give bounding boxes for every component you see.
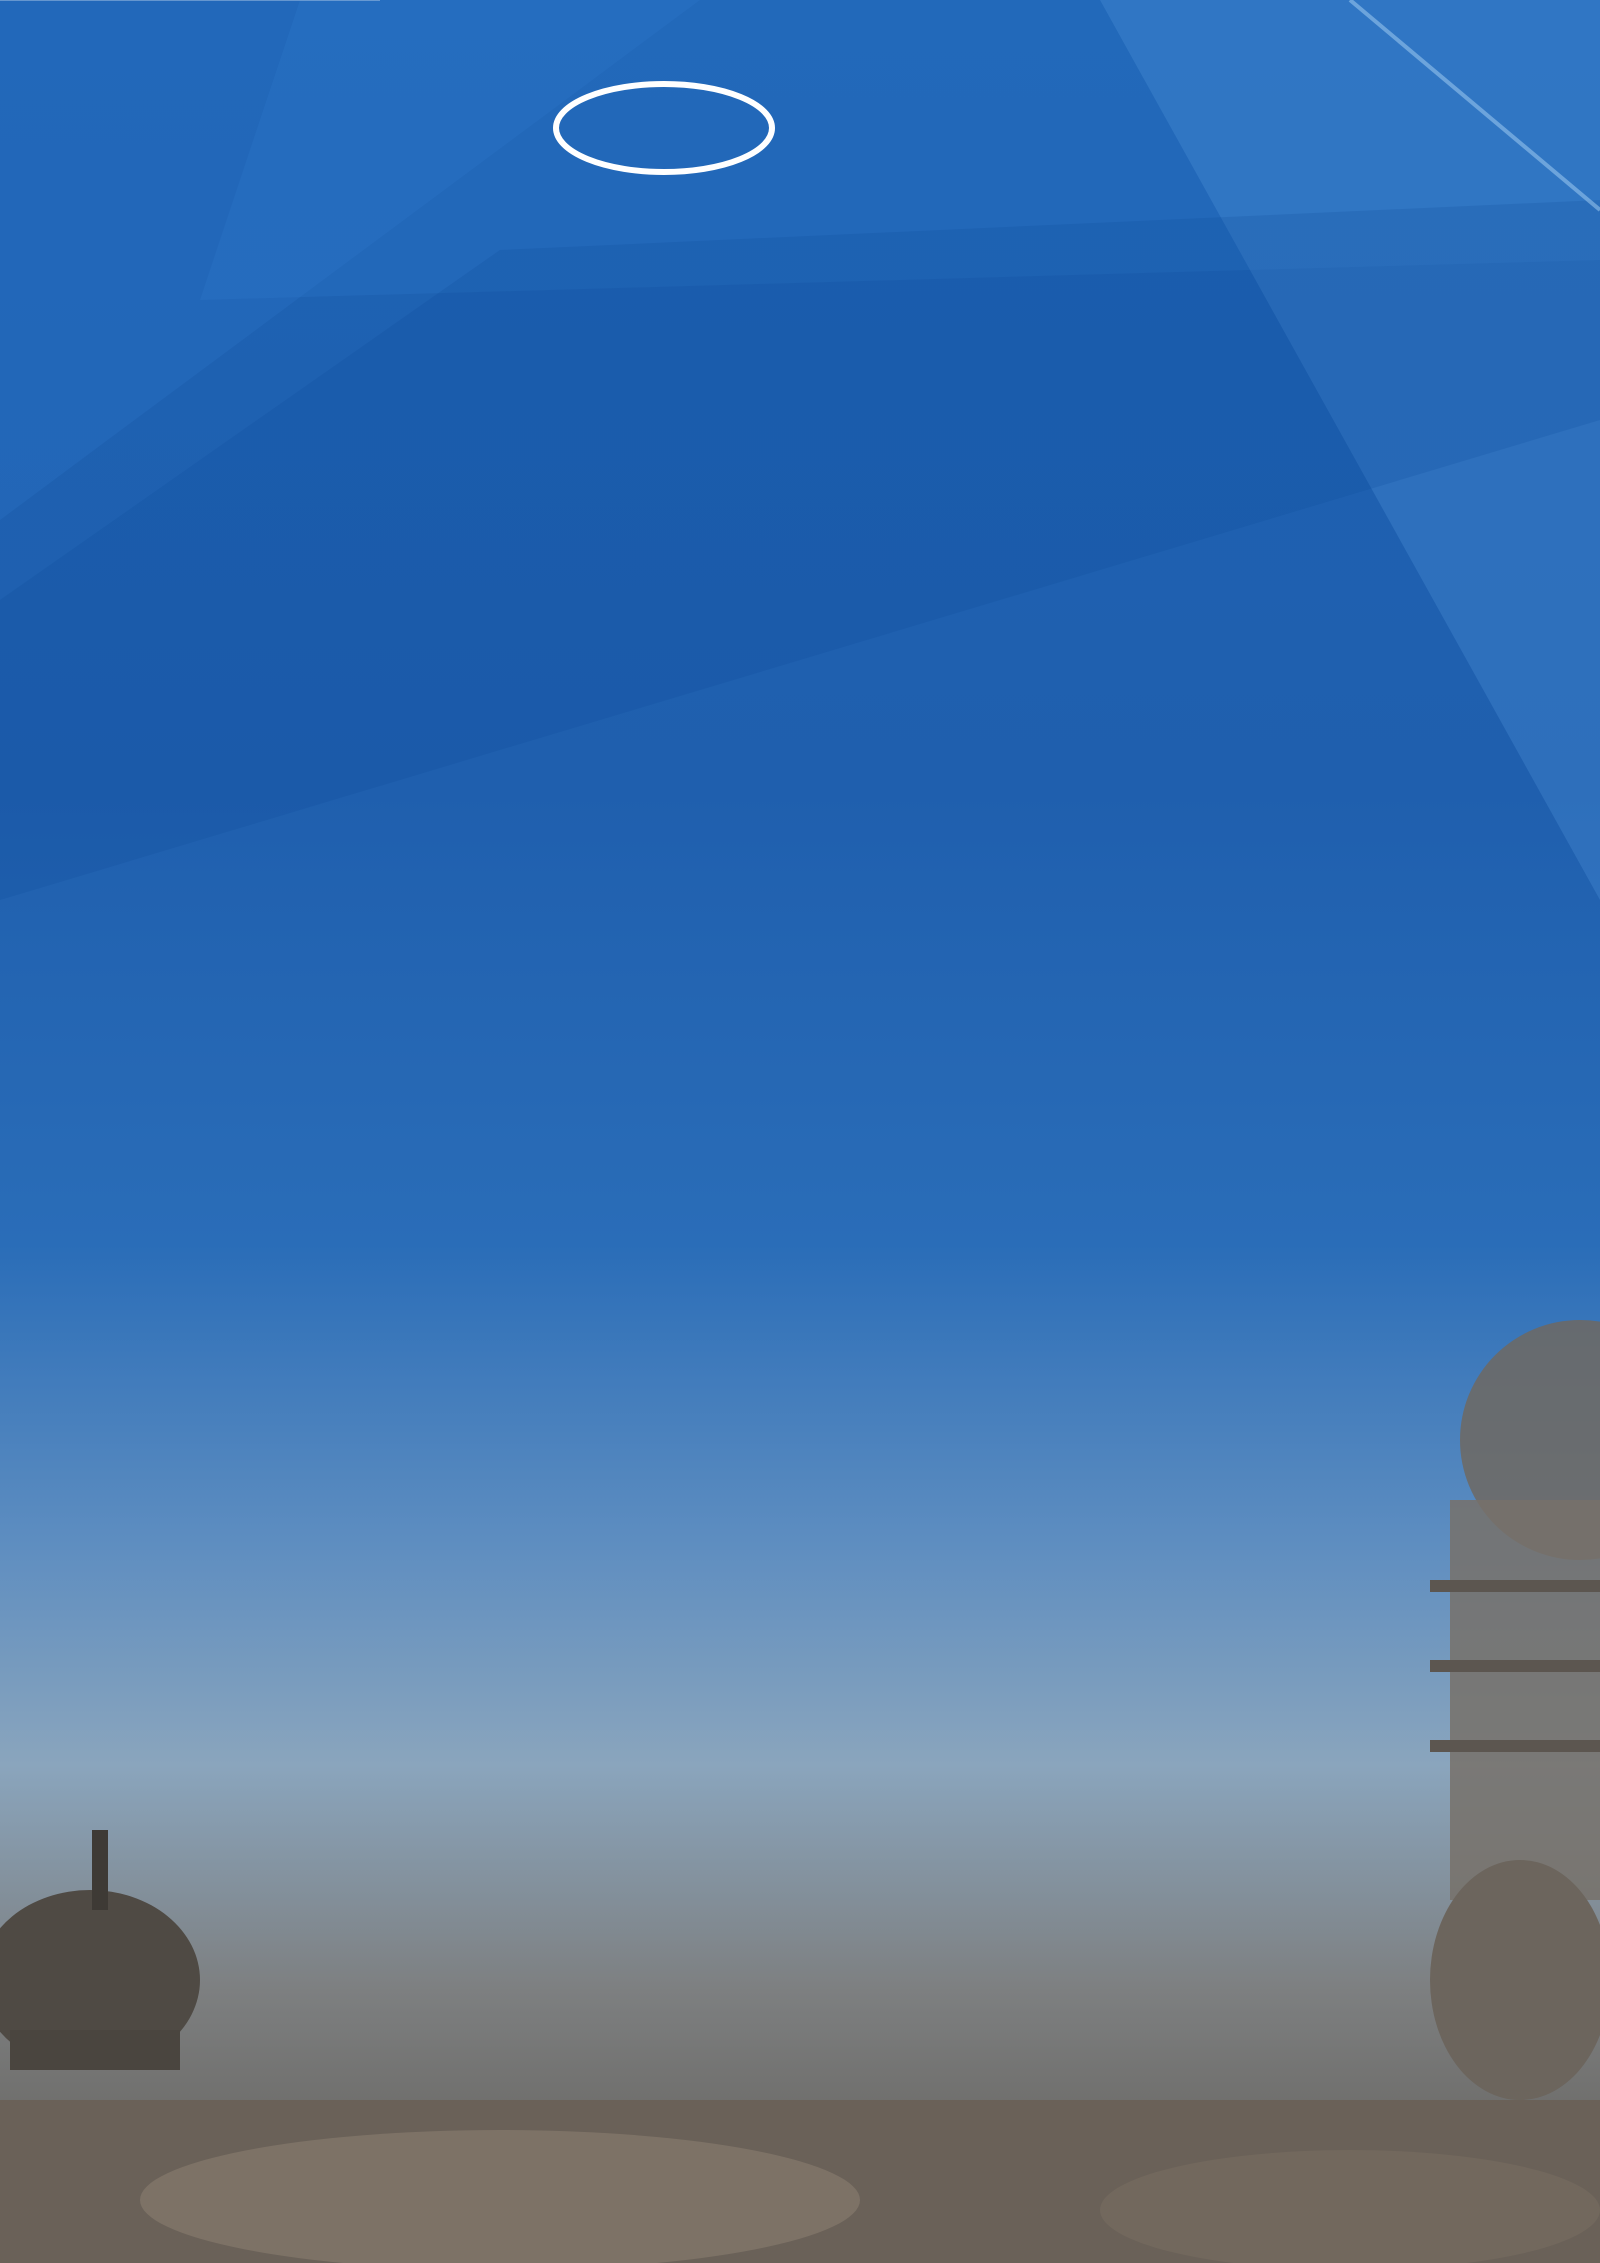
apma-logo bbox=[552, 78, 782, 188]
